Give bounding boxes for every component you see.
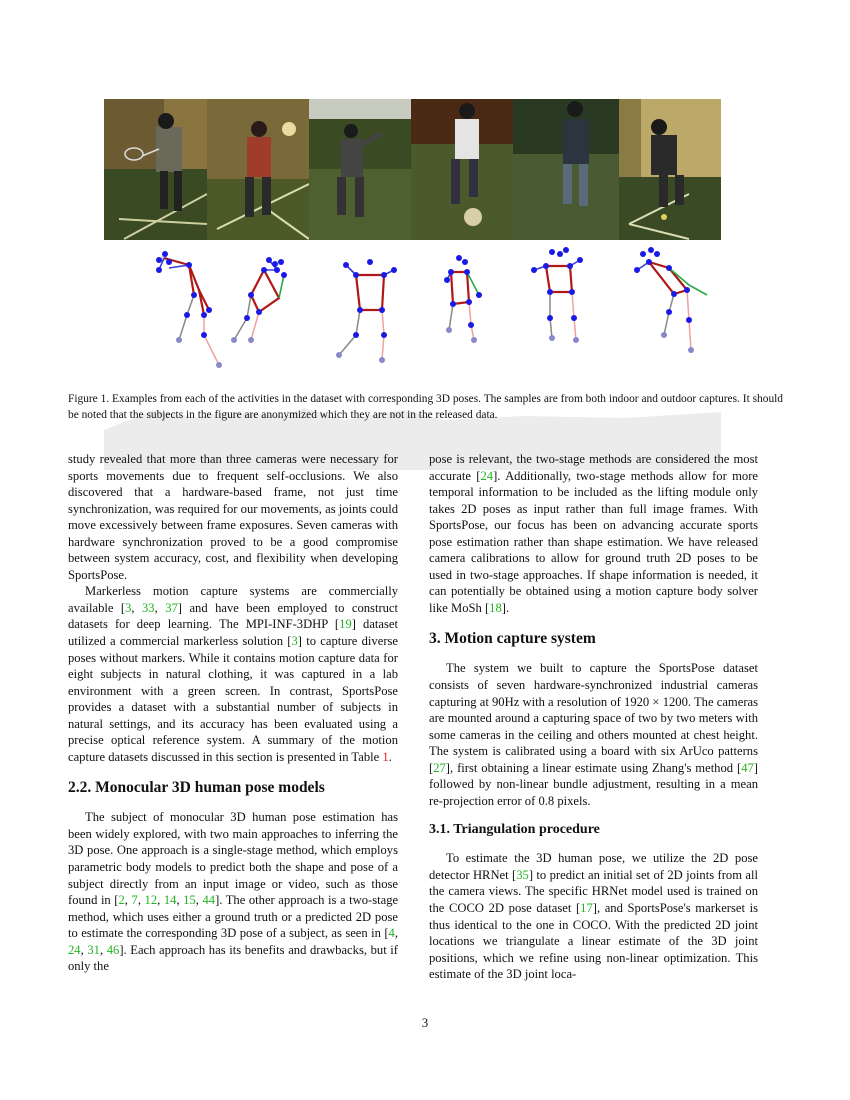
citation-link[interactable]: 33 — [142, 600, 155, 615]
photo-soccer — [411, 99, 513, 240]
citation-link[interactable]: 18 — [489, 600, 502, 615]
citation-link[interactable]: 47 — [741, 760, 754, 775]
citation-link[interactable]: 35 — [516, 867, 529, 882]
paragraph: Markerless motion capture systems are commercially available [3, 33, 37] and have been employed to construct datasets for deep learning. The MPI-INF-3DHP [19] dataset utilized a commercial markerless solution [3] to capture diverse poses without markers. While it contains motion capture data for eight subjects in natural clothing, it was captured in a lab environment with a green screen. In contrast, SportsPose provides a dataset with a substantial number of subjects in natural settings, and its accuracy has been evaluated using a precise optical reference system. A summary of the motion capture datasets discussed in this section is presented in Table 1. — [68, 584, 399, 764]
citation-link[interactable]: 24 — [480, 468, 494, 483]
pose-strip — [104, 240, 721, 481]
photo-jump — [513, 99, 619, 240]
photo-tennis — [619, 99, 721, 240]
figure-1 — [104, 99, 721, 381]
citation-link[interactable]: 24 — [68, 942, 81, 957]
citation-link[interactable]: 27 — [433, 760, 446, 775]
table-ref-link[interactable]: 1 — [382, 749, 389, 764]
pose-figure-6 — [634, 247, 707, 353]
pose-figure-3 — [336, 259, 397, 363]
page-number: 3 — [421, 1016, 429, 1030]
citation-link[interactable]: 14 — [163, 893, 177, 908]
citation-link[interactable]: 37 — [165, 600, 178, 615]
citation-link[interactable]: 3 — [291, 634, 298, 649]
pose-figure-2 — [231, 257, 287, 343]
photo-volleyball — [207, 99, 309, 240]
paragraph: pose is relevant, the two-stage methods are considered the most accurate [24]. Additionally, two-stage methods allow for more temporal information to be included as the lifting module only takes 2D poses as input rather than full image frames. With SportsPose, our focus has been on advancing accurate sports pose estimation rather than shape estimation. We have released camera calibrations to allow for ground truth 2D poses to be used in two-stage approaches. If shape information is needed, it can potentially be obtained using a motion capture body solver like MoSh [18]. — [429, 452, 758, 615]
subsection-heading: 3.1. Triangulation procedure — [429, 822, 600, 838]
paragraph: The system we built to capture the SportsPose dataset consists of seven hardware-synchronized industrial cameras capturing at 90Hz with a resolution of 1920 × 1200. The cameras are mounted around a capturing space of two by two meters with some cameras in the ceiling and others mounted at chest height. The system is calibrated using a board with six ArUco patterns [27], first obtaining a linear estimate using Zhang's method [47] followed by non-linear bundle adjustment, resulting in a mean re-projection error of 0.8 pixels. — [429, 661, 758, 808]
citation-link[interactable]: 17 — [580, 901, 593, 916]
pose-figure-1 — [156, 251, 222, 368]
right-column — [429, 451, 758, 983]
citation-link[interactable]: 46 — [106, 942, 120, 957]
paragraph: The subject of monocular 3D human pose estimation has been widely explored, with two main approaches to inferring the 3D pose. One approach is a single-stage method, which employs parametric body models to predict both the shape and pose of a subject directly from an input image or video, such as those found in [2, 7, 12, 14, 15, 44]. The other approach is a two-stage method, which uses either a ground truth or a predicted 2D pose to estimate the corresponding 3D pose of a subject, as seen in [4, 24, 31, 46]. Each approach has its benefits and drawbacks, but if only the — [68, 810, 399, 974]
paragraph: study revealed that more than three cameras were necessary for sports movements due to frequent self-occlusions. We also discovered that a hardware-based frame, not just time synchronization, was required for our movements, as joints could move excessively between frame exposures. Seven cameras with hardware synchronization proved to be a good compromise between system accuracy, cost, and flexibility when developing SportsPose. — [68, 452, 398, 582]
photo-badminton — [104, 99, 207, 240]
photo-strip — [104, 99, 721, 240]
section-heading: 3. Motion capture system — [429, 630, 596, 648]
citation-link[interactable]: 3 — [125, 600, 132, 615]
citation-link[interactable]: 7 — [131, 893, 138, 908]
citation-link[interactable]: 2 — [118, 893, 125, 908]
left-column — [68, 451, 398, 975]
citation-link[interactable]: 19 — [339, 617, 352, 632]
figure-caption: Figure 1. Examples from each of the activities in the dataset with corresponding 3D poses. The samples are from both indoor and outdoor captures. It should be noted that the subjects in the figure are anonymized which they are not in the released data. — [68, 393, 783, 421]
citation-link[interactable]: 31 — [87, 942, 100, 957]
citation-link[interactable]: 12 — [144, 893, 158, 908]
paragraph: To estimate the 3D human pose, we utilize the 2D pose detector HRNet [35] to predict an initial set of 2D joints from all the camera views. The specific HRNet model used is trained on the COCO 2D pose dataset [17], and SportsPose's markerset is thus identical to the one in COCO. With the predicted 2D joint locations we triangulate a linear estimate of the 3D joint positions, which we refine using non-linear optimization. This estimate of the 3D joint loca- — [429, 851, 758, 982]
citation-link[interactable]: 44 — [202, 893, 216, 908]
pose-figure-5 — [531, 247, 583, 343]
pose-figure-4 — [444, 255, 482, 343]
section-heading: 2.2. Monocular 3D human pose models — [68, 779, 325, 797]
photo-throw — [309, 99, 411, 240]
citation-link[interactable]: 4 — [388, 926, 395, 941]
citation-link[interactable]: 15 — [183, 893, 196, 908]
